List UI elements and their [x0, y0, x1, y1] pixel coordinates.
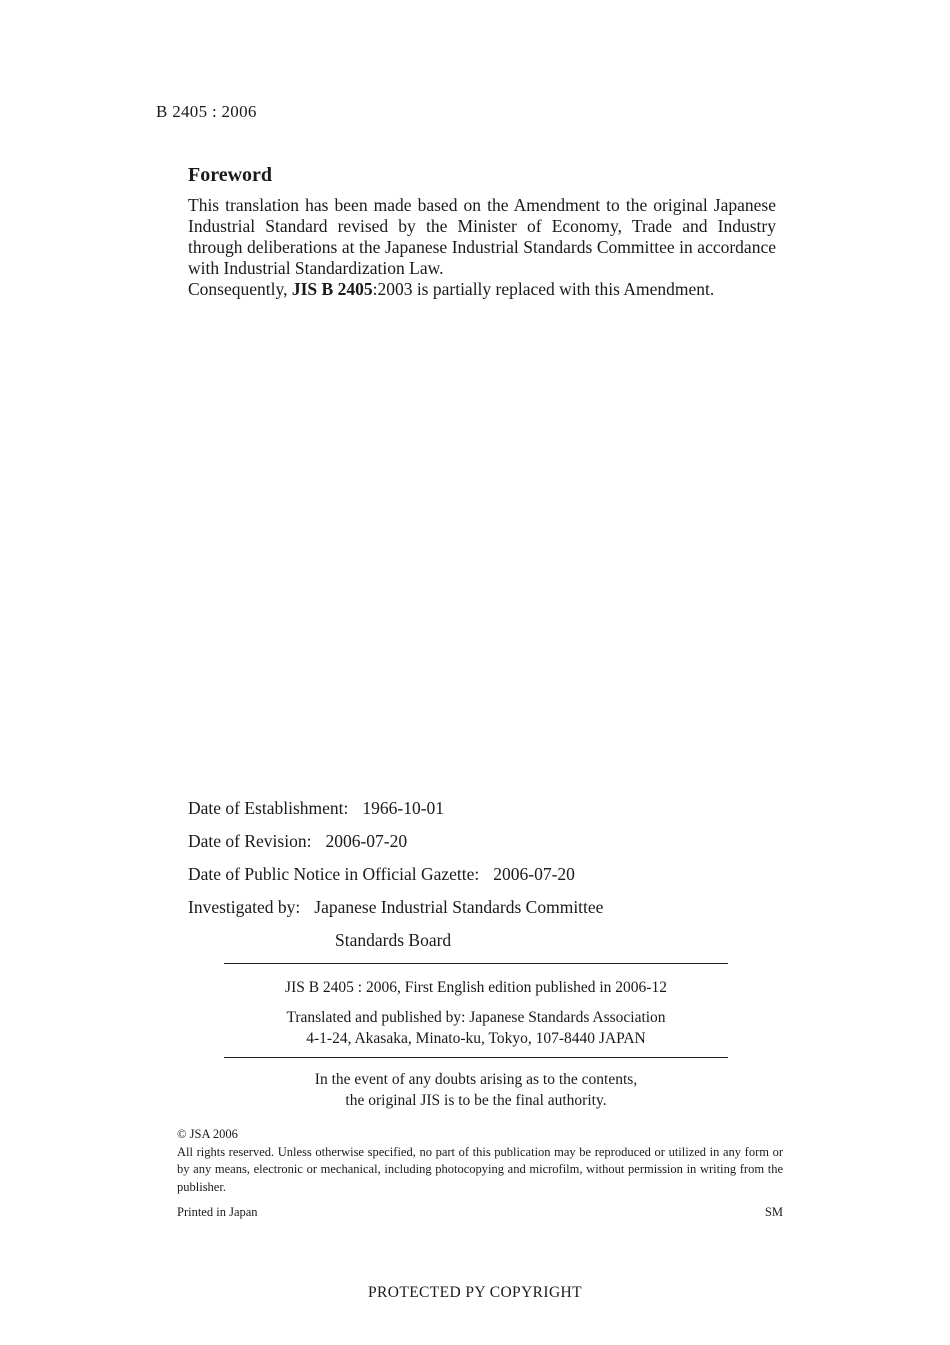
foreword-paragraph-1: This translation has been made based on the Amendment to the original Japanese Industrial Standard revised by the Minister of Economy, Trade and Industry through deliberations at the Japanese Industrial Standards Committee in accordance with Industrial Standardization Law. [188, 195, 776, 278]
investigated-row-2 [188, 930, 603, 963]
investigated-row [188, 897, 603, 930]
foreword-section [188, 164, 776, 300]
revision-label: Date of Revision: [188, 831, 312, 851]
printed-in: Printed in Japan [177, 1205, 258, 1219]
gazette-value: 2006-07-20 [493, 864, 575, 884]
protected-footer: PROTECTED PY COPYRIGHT [367, 1284, 583, 1301]
paragraph-2-prefix: Consequently, [188, 279, 292, 299]
establishment-label: Date of Establishment: [188, 798, 349, 818]
publisher-line: Translated and published by: Japanese Standards Association [286, 1009, 666, 1026]
establishment-row [188, 798, 603, 831]
foreword-title: Foreword [188, 164, 273, 186]
publication-block [224, 977, 728, 1049]
printed-row [177, 1205, 783, 1220]
jis-reference: JIS B 2405 [291, 279, 373, 299]
revision-value: 2006-07-20 [325, 831, 408, 851]
investigated-value-2: Standards Board [335, 930, 452, 950]
copyright-block [177, 1126, 783, 1196]
establishment-value: 1966-10-01 [362, 798, 445, 818]
foreword-paragraph-2 [188, 279, 776, 300]
authority-line-1: In the event of any doubts arising as to the contents, [314, 1071, 638, 1088]
gazette-label: Date of Public Notice in Official Gazette: [188, 864, 480, 884]
rights-statement: All rights reserved. Unless otherwise specified, no part of this publication may be reproduced or utilized in any form or by any means, electronic or mechanical, including photocopying and microfilm, without permission in writing from the publisher. [177, 1144, 783, 1194]
print-code: SM [764, 1205, 783, 1219]
dates-section [188, 798, 603, 963]
investigated-label: Investigated by: [188, 897, 301, 917]
standard-code: B 2405 : 2006 [156, 102, 257, 121]
revision-row [188, 831, 603, 864]
investigated-value: Japanese Industrial Standards Committee [314, 897, 604, 917]
authority-line-2: the original JIS is to be the final authority. [345, 1092, 607, 1109]
edition-line: JIS B 2405 : 2006, First English edition published in 2006-12 [285, 979, 667, 996]
copyright-notice: © JSA 2006 [177, 1127, 238, 1141]
address-line: 4-1-24, Akasaka, Minato-ku, Tokyo, 107-8440 JAPAN [306, 1030, 646, 1047]
paragraph-2-suffix: :2003 is partially replaced with this Amendment. [372, 279, 715, 299]
top-divider [224, 963, 728, 964]
gazette-row [188, 864, 603, 897]
authority-block [224, 1069, 728, 1111]
bottom-divider [224, 1057, 728, 1058]
